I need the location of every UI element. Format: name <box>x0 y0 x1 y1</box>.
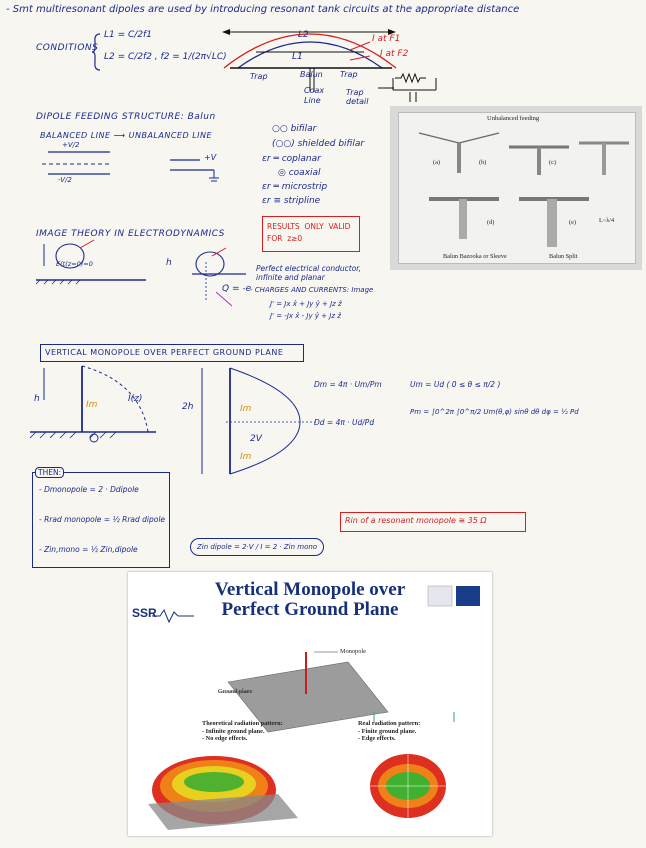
then-label: THEN: <box>35 467 64 478</box>
line-type-microstrip: εr ═ microstrip <box>262 182 328 192</box>
photo1-sketches <box>399 113 635 263</box>
feeding-lines-drawing <box>40 148 240 184</box>
image-theory-heading: IMAGE THEORY IN ELECTRODYNAMICS <box>36 229 225 239</box>
unbalanced-feeding-photo <box>390 106 642 270</box>
image-theory-drawing <box>36 236 266 316</box>
slide-real-text: Real radiation pattern: - Finite ground plane. - Edge effects. <box>358 720 421 742</box>
then-item2: - Rrad monopole = ½ Rrad dipole <box>39 515 166 524</box>
line-type-coaxial: ◎ coaxial <box>278 168 321 178</box>
i-at-f1: I at F1 <box>372 34 401 44</box>
balanced-label: BALANCED LINE ⟶ UNBALANCED LINE <box>40 131 213 140</box>
photo1-label-d: (d) <box>487 219 495 226</box>
dm-eq: Dm = 4π · Um/Pm <box>314 380 382 389</box>
intro-line: - Smt multiresonant dipoles are used by introducing resonant tank circuits at the appropriate distance <box>6 4 520 15</box>
slide-logo: SSR <box>132 606 157 620</box>
photo1-label-c: (c) <box>549 159 556 166</box>
rin-box <box>340 512 526 532</box>
pec-note: Perfect electrical conductor, infinite and planar <box>256 264 362 282</box>
dd-eq: Dd = 4π · Ud/Pd <box>314 418 375 427</box>
plus-v: +V <box>204 153 217 162</box>
condition-eq1: L1 = C/2f1 <box>104 30 152 40</box>
photo1-caption-left: Balun Bazooka or Sleeve <box>443 253 507 260</box>
conditions-brace <box>92 32 102 72</box>
results-text: RESULTS ONLY VALID FOR z≥0 <box>267 222 351 243</box>
two-v-label: 2V <box>250 434 262 444</box>
im-label-top: Im <box>240 404 252 414</box>
iz-label: I(z) <box>128 394 143 404</box>
monopole-slide-photo <box>128 572 492 836</box>
charges-note: - CHARGES AND CURRENTS: Image <box>250 286 374 294</box>
l2-label: L1 <box>292 52 303 62</box>
trap-left-label: Trap <box>250 72 268 81</box>
slide-title: Vertical Monopole over Perfect Ground Plane <box>214 579 406 620</box>
coax-label: Coax Line <box>304 86 325 105</box>
pm-eq: Pm = ∫0^2π ∫0^π/2 Um(θ,φ) sinθ dθ dφ = ½ Pd <box>410 408 579 416</box>
zdipole-eq: Zin dipole = 2·V / I = 2 · Zin mono <box>190 538 324 556</box>
monopole-heading: VERTICAL MONOPOLE OVER PERFECT GROUND PLANE <box>45 348 284 357</box>
ground-eq: E(t(z=0)=0 <box>56 260 93 268</box>
minus-v2: -V/2 <box>58 176 72 184</box>
slide-theoretical-text: Theoretical radiation pattern: - Infinite ground plane. - No edge effects. <box>202 720 283 742</box>
rin-text: Rin of a resonant monopole ≅ 35 Ω <box>345 516 487 525</box>
h-label-image: h <box>166 258 172 268</box>
line-type-coplanar: εr ═ coplanar <box>262 154 321 164</box>
conditions-label: CONDITIONS <box>36 43 99 53</box>
trap-detail-label: Trap detail <box>346 88 369 106</box>
photo1-label-b: (b) <box>479 159 487 166</box>
line-type-bifilar: ○○ bifilar <box>272 124 317 134</box>
then-box <box>32 468 170 568</box>
photo1-caption-right: Balun Split <box>549 253 578 260</box>
photo1-label-a: (a) <box>433 159 440 166</box>
slide-ground-label: Ground plane <box>218 688 253 695</box>
plus-v2: +V/2 <box>62 141 80 149</box>
im-label-bottom: Im <box>240 452 252 462</box>
i-at-f2: I at F2 <box>380 49 409 59</box>
line-type-stripline: εr ≡ stripline <box>262 196 321 206</box>
photo1-label-e: (e) <box>569 219 576 226</box>
im-label-left: Im <box>86 400 98 410</box>
results-box <box>262 216 360 252</box>
monopole-heading-box <box>40 344 304 362</box>
feeding-heading: DIPOLE FEEDING STRUCTURE: Balun <box>36 112 216 122</box>
l1-label: L2 <box>298 30 309 40</box>
condition-eq2: L2 = C/2f2 , f2 = 1/(2π√LC) <box>104 52 227 62</box>
photo1-lambda: L~λ/4 <box>599 217 615 224</box>
h-label-monopole: h <box>34 394 40 404</box>
balun-label: Balun <box>300 70 323 79</box>
trap-dipole-diagram <box>220 22 640 112</box>
photo1-title: Unbalanced feeding <box>487 115 540 122</box>
image-charge-eq: Q = -e <box>222 284 252 294</box>
image-eq-1: J' = Jx x̂ + Jy ŷ + Jz ẑ <box>270 300 342 308</box>
then-item3: - Zin,mono = ½ Zin,dipole <box>39 545 138 554</box>
um-eq: Um = Ud ( 0 ≤ θ ≤ π/2 ) <box>410 380 501 389</box>
line-type-shielded-bifilar: (○○) shielded bifilar <box>272 139 365 149</box>
slide-monopole-label: Monopole <box>340 648 366 655</box>
image-eq-2: J' = -Jx x̂ - Jy ŷ + Jz ẑ <box>270 312 341 320</box>
monopole-drawing <box>30 362 330 482</box>
slide-graphics <box>128 572 492 836</box>
trap-right-label: Trap <box>340 70 358 79</box>
two-h-label: 2h <box>182 402 194 412</box>
then-item1: - Dmonopole = 2 · Ddipole <box>39 485 139 494</box>
